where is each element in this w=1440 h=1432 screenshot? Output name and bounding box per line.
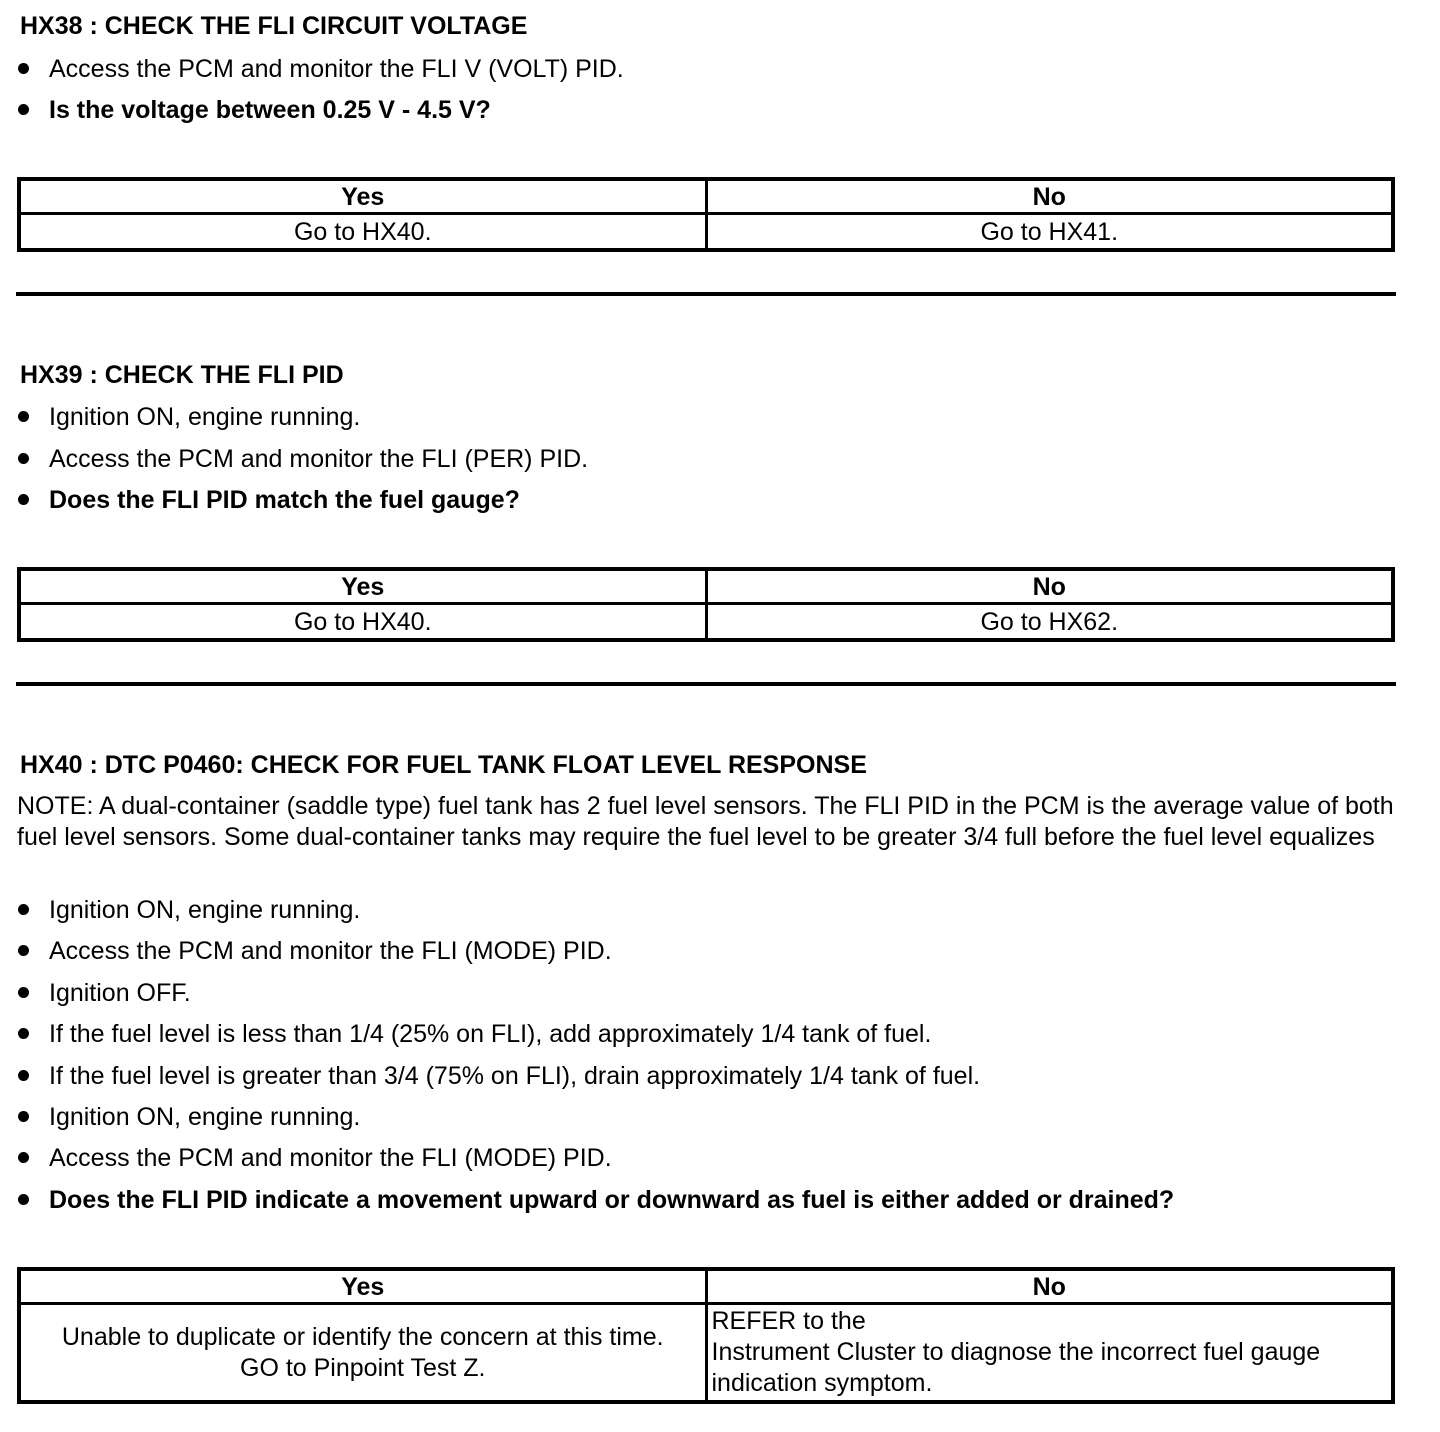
hx38-step-1: Access the PCM and monitor the FLI V (VOLT) PID. — [18, 54, 624, 84]
no-header: No — [706, 1269, 1393, 1304]
section-divider — [16, 682, 1396, 686]
bullet-icon — [18, 904, 29, 915]
hx40-step-4: If the fuel level is less than 1/4 (25% on FLI), add approximately 1/4 tank of fuel. — [18, 1019, 931, 1049]
hx40-title: HX40 : DTC P0460: CHECK FOR FUEL TANK FLOAT LEVEL RESPONSE — [20, 751, 867, 779]
yes-header: Yes — [19, 569, 706, 604]
hx39-title: HX39 : CHECK THE FLI PID — [20, 361, 344, 389]
no-header: No — [706, 179, 1393, 214]
hx38-question: Is the voltage between 0.25 V - 4.5 V? — [18, 95, 491, 125]
yes-header: Yes — [19, 179, 706, 214]
bullet-icon — [18, 104, 29, 115]
no-action: REFER to the Instrument Cluster to diagnose the incorrect fuel gauge indication symptom. — [706, 1304, 1393, 1403]
hx39-question: Does the FLI PID match the fuel gauge? — [18, 485, 520, 515]
hx40-step-5: If the fuel level is greater than 3/4 (75% on FLI), drain approximately 1/4 tank of fuel. — [18, 1061, 980, 1091]
bullet-icon — [18, 1152, 29, 1163]
hx40-step-2: Access the PCM and monitor the FLI (MODE) PID. — [18, 936, 612, 966]
yes-action: Go to HX40. — [19, 214, 706, 251]
hx40-step-6: Ignition ON, engine running. — [18, 1102, 360, 1132]
bullet-icon — [18, 1070, 29, 1081]
hx40-step-3: Ignition OFF. — [18, 978, 191, 1008]
section-divider — [16, 292, 1396, 296]
yes-action: Unable to duplicate or identify the concern at this time. GO to Pinpoint Test Z. — [19, 1304, 706, 1403]
bullet-icon — [18, 1028, 29, 1039]
hx39-result-table — [17, 567, 1395, 642]
yes-action: Go to HX40. — [19, 604, 706, 641]
hx40-step-1: Ignition ON, engine running. — [18, 895, 360, 925]
hx38-title: HX38 : CHECK THE FLI CIRCUIT VOLTAGE — [20, 12, 528, 40]
bullet-icon — [18, 411, 29, 422]
bullet-icon — [18, 1111, 29, 1122]
no-action: Go to HX41. — [706, 214, 1393, 251]
bullet-icon — [18, 494, 29, 505]
bullet-icon — [18, 63, 29, 74]
yes-header: Yes — [19, 1269, 706, 1304]
hx39-step-2: Access the PCM and monitor the FLI (PER) PID. — [18, 444, 588, 474]
hx39-step-1: Ignition ON, engine running. — [18, 402, 360, 432]
no-header: No — [706, 569, 1393, 604]
bullet-icon — [18, 945, 29, 956]
no-action: Go to HX62. — [706, 604, 1393, 641]
bullet-icon — [18, 453, 29, 464]
hx40-result-table — [17, 1267, 1395, 1404]
bullet-icon — [18, 987, 29, 998]
hx40-note: NOTE: A dual-container (saddle type) fuel tank has 2 fuel level sensors. The FLI PID in the PCM is the average value of both fuel level sensors. Some dual-container tanks may require the fuel level to be greater 3/4 full before the fuel level equalizes — [17, 792, 1394, 851]
hx38-result-table — [17, 177, 1395, 252]
bullet-icon — [18, 1194, 29, 1205]
hx40-question: Does the FLI PID indicate a movement upward or downward as fuel is either added or drained? — [18, 1185, 1174, 1215]
hx40-step-7: Access the PCM and monitor the FLI (MODE) PID. — [18, 1143, 612, 1173]
